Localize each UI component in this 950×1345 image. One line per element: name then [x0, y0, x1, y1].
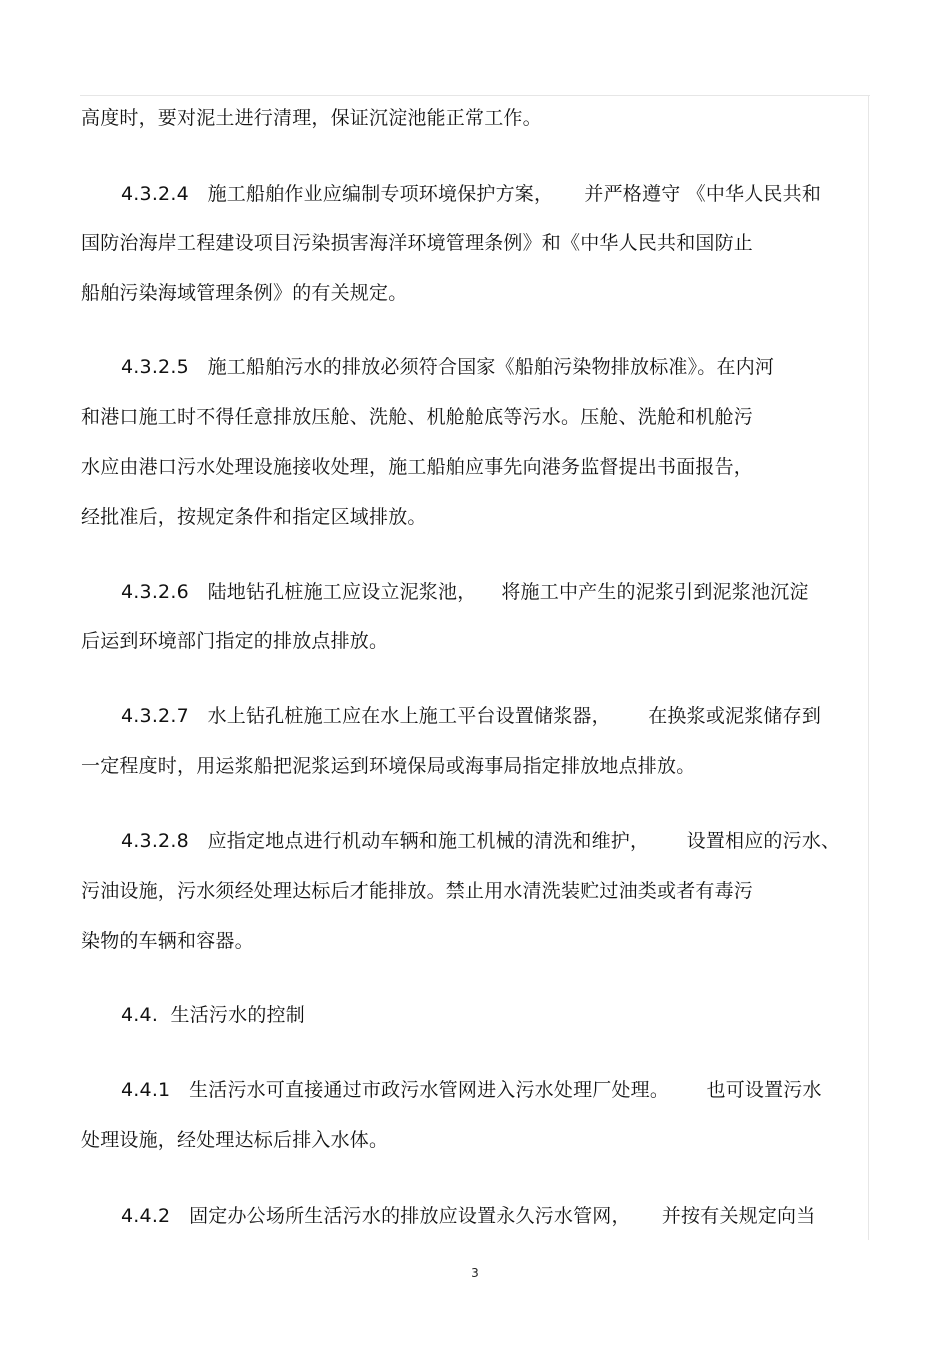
page-number: 3 — [471, 1266, 479, 1280]
text-line: 水应由港口污水处理设施接收处理，施工船舶应事先向港务监督提出书面报告， — [81, 456, 754, 478]
text-line: 经批准后，按规定条件和指定区域排放。 — [81, 506, 427, 528]
text-line: 4.3.2.8 应指定地点进行机动车辆和施工机械的清洗和维护， 设置相应的污水、 — [121, 830, 841, 852]
text-line: 高度时，要对泥土进行清理，保证沉淀池能正常工作。 — [81, 107, 542, 129]
page-border-top — [80, 95, 870, 96]
text-line: 和港口施工时不得任意排放压舱、洗舱、机舱舱底等污水。压舱、洗舱和机舱污 — [81, 406, 754, 428]
text-line: 4.4.1 生活污水可直接通过市政污水管网进入污水处理厂处理。 也可设置污水 — [121, 1079, 822, 1101]
text-line: 4.3.2.7 水上钻孔桩施工应在水上施工平台设置储浆器， 在换浆或泥浆储存到 — [121, 705, 822, 727]
text-line: 国防治海岸工程建设项目污染损害海洋环境管理条例》和《中华人民共和国防止 — [81, 232, 754, 254]
text-line: 处理设施，经处理达标后排入水体。 — [81, 1129, 389, 1151]
text-line: 4.3.2.5 施工船舶污水的排放必须符合国家《船舶污染物排放标准》。在内河 — [121, 356, 775, 378]
page-border-right — [868, 95, 869, 1240]
text-line: 染物的车辆和容器。 — [81, 930, 254, 952]
text-line: 4.4.2 固定办公场所生活污水的排放应设置永久污水管网， 并按有关规定向当 — [121, 1205, 816, 1227]
text-line: 一定程度时，用运浆船把泥浆运到环境保局或海事局指定排放地点排放。 — [81, 755, 696, 777]
text-line: 4.3.2.4 施工船舶作业应编制专项环境保护方案， 并严格遵守 《中华人民共和 — [121, 183, 822, 205]
text-line: 后运到环境部门指定的排放点排放。 — [81, 630, 389, 652]
text-line: 4.3.2.6 陆地钻孔桩施工应设立泥浆池， 将施工中产生的泥浆引到泥浆池沉淀 — [121, 581, 809, 603]
text-line: 污油设施，污水须经处理达标后才能排放。禁止用水清洗装贮过油类或者有毒污 — [81, 880, 754, 902]
section-heading: 4.4. 生活污水的控制 — [121, 1004, 305, 1026]
text-line: 船舶污染海域管理条例》的有关规定。 — [81, 282, 408, 304]
